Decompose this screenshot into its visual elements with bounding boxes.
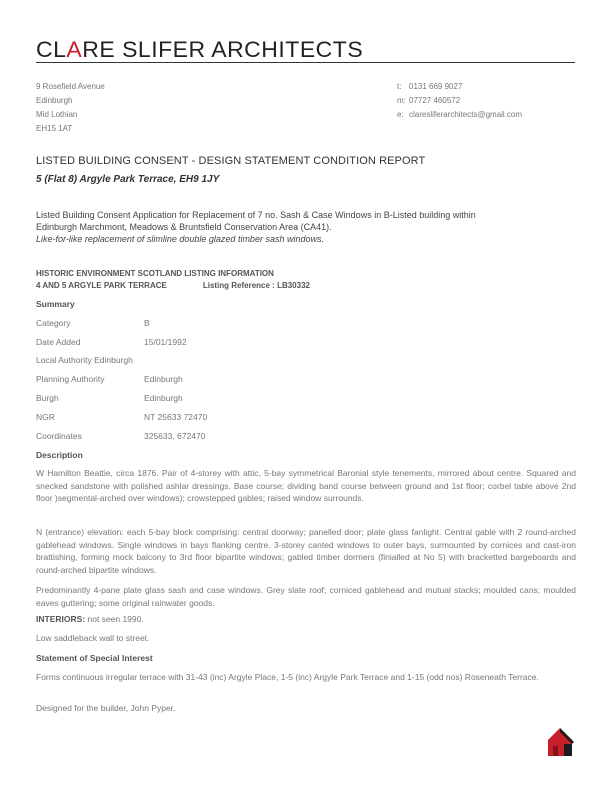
mobile-value: 07727 460572 [409, 96, 461, 105]
summary-heading: Summary [36, 299, 75, 309]
intro-line: Edinburgh Marchmont, Meadows & Bruntsfield Conservation Area (CA41). [36, 222, 332, 232]
address-line: 9 Rosefield Avenue [36, 82, 105, 91]
description-paragraph: Predominantly 4-pane plate glass sash and case windows. Grey slate roof; corniced gablehead and mutual stacks; moulded cans; moulded eaves guttering; some original rainwater goods. [36, 585, 576, 608]
logo-text-post: RE SLIFER ARCHITECTS [82, 37, 364, 62]
intro-line: Listed Building Consent Application for Replacement of 7 no. Sash & Case Windows in B-Listed building within [36, 210, 476, 220]
phone-value: 0131 669 9027 [409, 82, 463, 91]
summary-row [36, 337, 187, 347]
summary-row [36, 355, 133, 365]
description-paragraph: N (entrance) elevation: each 5-bay block comprising: central doorway; panelled door; plate glass fanlight. Central gable with 2 round-arched gablehead windows. Single windows in bays flanking centre. 3-storey canted windows to outer bays, surmounted by cornices and cast-iron brattishing, forming mock balcony to 3rd floor bipartite windows; gabled timber dormers (finialled at No 5) with bracketted bargeboards and round-arched bipartite windows. [36, 527, 576, 575]
intro-italic-line: Like-for-like replacement of slimline double glazed timber sash windows. [36, 234, 324, 244]
summary-value: B [144, 318, 150, 328]
summary-value: NT 25633 72470 [144, 412, 208, 422]
summary-key: NGR [36, 412, 55, 422]
summary-row [36, 412, 208, 422]
listing-reference: Listing Reference : LB30332 [202, 281, 310, 290]
address-line: EH15 1AT [36, 124, 73, 133]
summary-key: Category [36, 318, 71, 328]
summary-row [36, 431, 206, 441]
logo-text-pre: CL [36, 37, 67, 62]
phone-key: t: [397, 82, 402, 91]
listing-address: 4 AND 5 ARGYLE PARK TERRACE [36, 281, 167, 290]
summary-key: Planning Authority [36, 374, 105, 384]
summary-value: Edinburgh [144, 374, 183, 384]
summary-key: Date Added [36, 337, 81, 347]
mobile-key: m: [397, 96, 406, 105]
description-paragraph: W Hamilton Beattie, circa 1876. Pair of 4-storey with attic, 5-bay symmetrical Baronial style tenements, mirrored about centre. Squared and snecked sandstone with polished ashlar dressings. Base course; dividing band course between ground and 1st floor; corbel table above 2nd floor )segmental-arched over windows); crowstepped gables; raised window surrounds. [36, 468, 576, 503]
designer-line: Designed for the builder, John Pyper. [36, 703, 176, 713]
summary-value: 15/01/1992 [144, 337, 187, 347]
email-line [397, 108, 522, 122]
report-title: LISTED BUILDING CONSENT - DESIGN STATEMENT CONDITION REPORT [36, 155, 426, 167]
header-divider [36, 62, 575, 63]
low-wall-line: Low saddleback wall to street. [36, 633, 150, 643]
listing-heading-block [36, 268, 310, 292]
interiors-text: not seen 1990. [85, 614, 144, 624]
interiors-line [36, 613, 576, 626]
summary-row [36, 318, 150, 328]
report-subtitle: 5 (Flat 8) Argyle Park Terrace, EH9 1JY [36, 174, 220, 185]
summary-key: Coordinates [36, 431, 82, 441]
logo-mark-icon [544, 726, 580, 758]
special-interest-paragraph: Forms continuous irregular terrace with 31-43 (inc) Argyle Place, 1-5 (inc) Argyle Park Terrace and 1-15 (odd nos) Roseneath Terrace. [36, 672, 539, 682]
phone-line [397, 80, 522, 94]
special-interest-heading: Statement of Special Interest [36, 653, 153, 663]
address-line: Mid Lothian [36, 110, 78, 119]
summary-key: Local Authority Edinburgh [36, 355, 133, 365]
summary-row [36, 393, 183, 403]
summary-value: 325633, 672470 [144, 431, 206, 441]
description-heading: Description [36, 450, 83, 460]
office-address [36, 80, 105, 136]
intro-block [36, 209, 576, 245]
listing-address-line [36, 280, 310, 292]
email-link[interactable]: clareslifer​architects@gmail.com [409, 110, 523, 119]
summary-row [36, 374, 183, 384]
summary-value: Edinburgh [144, 393, 183, 403]
logo-red-mark: A [66, 37, 83, 62]
company-logo [36, 38, 363, 61]
summary-key: Burgh [36, 393, 59, 403]
email-key: e: [397, 110, 404, 119]
address-line: Edinburgh [36, 96, 73, 105]
contact-details [397, 80, 522, 122]
mobile-line [397, 94, 522, 108]
interiors-label: INTERIORS: [36, 614, 86, 624]
listing-heading: HISTORIC ENVIRONMENT SCOTLAND LISTING INFORMATION [36, 269, 274, 278]
